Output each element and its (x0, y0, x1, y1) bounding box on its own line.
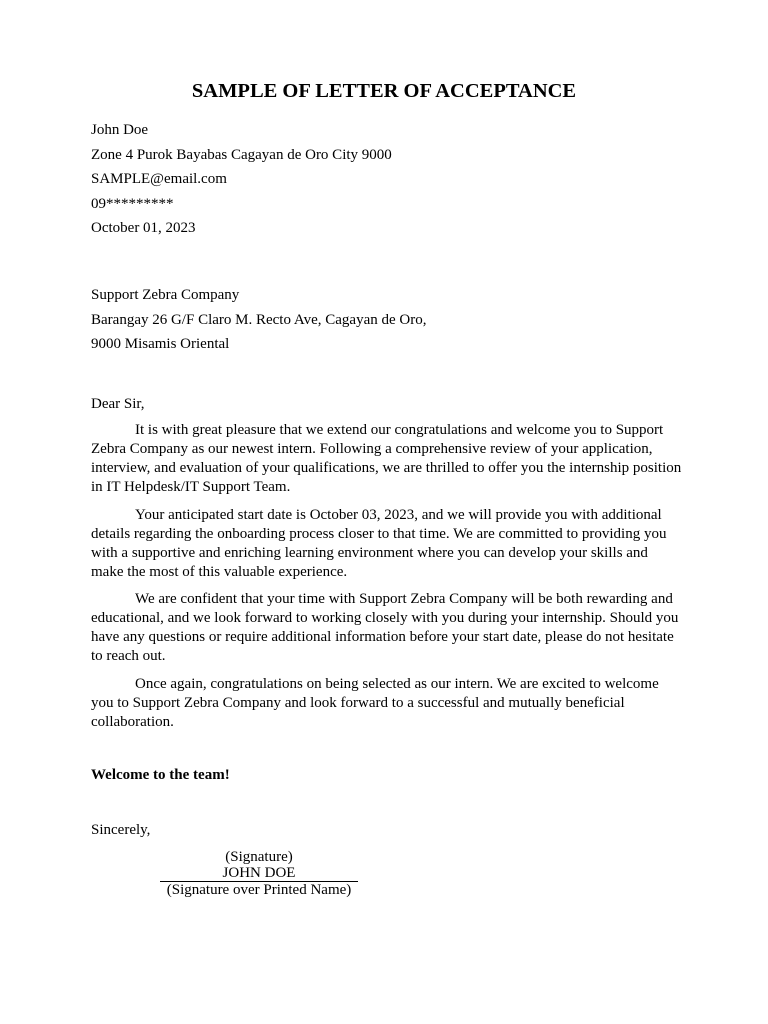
sender-address: Zone 4 Purok Bayabas Cagayan de Oro City 9000 (91, 146, 392, 163)
signature-printed-name: JOHN DOE (160, 865, 358, 882)
body-paragraph-4: Once again, congratulations on being selected as our intern. We are excited to welcome you to Support Zebra Company and look forward to a successful and mutually beneficial collaboration. (91, 675, 659, 730)
closing-line: Welcome to the team! (91, 767, 230, 783)
sender-block (91, 118, 691, 241)
body-paragraph-2: Your anticipated start date is October 03, 2023, and we will provide you with additional details regarding the onboarding process closer to that time. We are committed to providing you with a supportive and enriching learning environment where you can develop your skills and make the most of this valuable experience. (91, 506, 667, 580)
sender-phone: 09********* (91, 195, 174, 212)
body-paragraph-3: We are confident that your time with Support Zebra Company will be both rewarding and educational, and we look forward to working closely with you during your internship. Should you have any questions or require additional information before your start date, please do not hesitate to reach out. (91, 591, 679, 664)
letter-body (91, 421, 683, 740)
recipient-company: Support Zebra Company (91, 287, 240, 303)
letter-title: SAMPLE OF LETTER OF ACCEPTANCE (191, 80, 577, 102)
sign-off: Sincerely, (91, 822, 151, 838)
salutation: Dear Sir, (91, 396, 145, 412)
recipient-block (91, 283, 691, 357)
sender-email: SAMPLE@email.com (91, 171, 227, 187)
letter-date: October 01, 2023 (91, 220, 196, 236)
body-paragraph-1: It is with great pleasure that we extend our congratulations and welcome you to Support Zebra Company as our newest intern. Following a comprehensive review of your application, interview, and evaluation of your qualifications, we are thrilled to offer you the internship position in IT Helpdesk/IT Support Team. (91, 422, 682, 495)
recipient-address-line2: 9000 Misamis Oriental (91, 336, 230, 352)
signature-caption: (Signature over Printed Name) (166, 882, 352, 898)
signature-block (158, 849, 360, 899)
recipient-address-line1: Barangay 26 G/F Claro M. Recto Ave, Cagayan de Oro, (91, 311, 427, 328)
sender-name: John Doe (91, 122, 149, 138)
signature-placeholder: (Signature) (225, 849, 293, 865)
